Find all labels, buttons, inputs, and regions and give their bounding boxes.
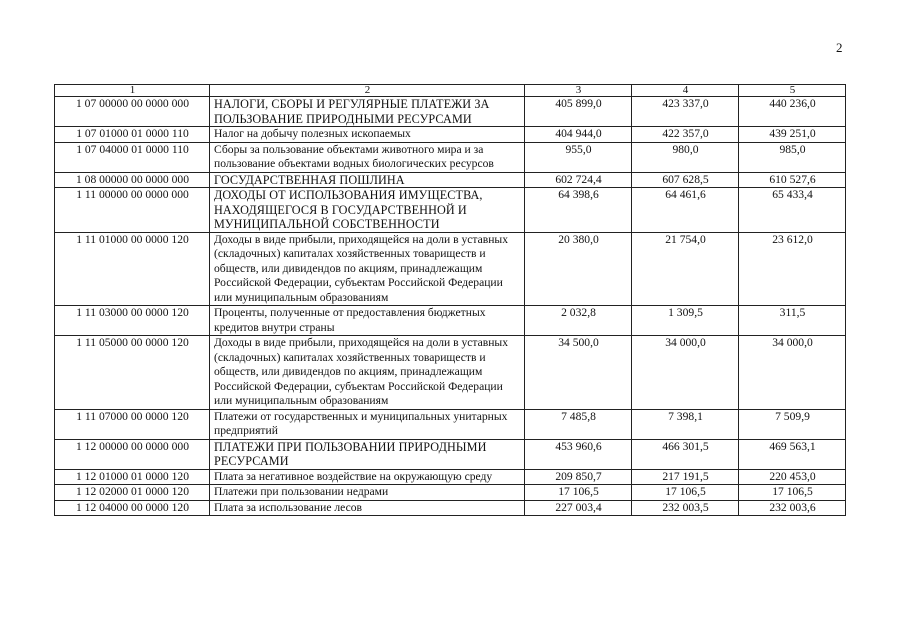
row-value-3-cell: 220 453,0 bbox=[739, 469, 846, 485]
header-cell-name: 2 bbox=[210, 85, 525, 97]
row-value-2-cell: 423 337,0 bbox=[632, 97, 739, 127]
row-name-cell: Доходы в виде прибыли, приходящейся на доли в уставных (складочных) капиталах хозяйственных товариществ и обществ, или дивидендов по акциям, принадлежащим Российской Федерации, субъектам Российской Федерации или муниципальным образованиям bbox=[210, 232, 525, 306]
page-number: 2 bbox=[836, 40, 843, 55]
row-name-cell: ДОХОДЫ ОТ ИСПОЛЬЗОВАНИЯ ИМУЩЕСТВА, НАХОДЯЩЕГОСЯ В ГОСУДАРСТВЕННОЙ И МУНИЦИПАЛЬНОЙ СОБСТВЕННОСТИ bbox=[210, 188, 525, 233]
row-value-3-cell: 440 236,0 bbox=[739, 97, 846, 127]
table-row bbox=[55, 306, 846, 336]
header-row bbox=[55, 85, 846, 97]
row-value-1-cell: 227 003,4 bbox=[525, 500, 632, 516]
row-name-cell: Плата за негативное воздействие на окружающую среду bbox=[210, 469, 525, 485]
header-cell-value-2: 4 bbox=[632, 85, 739, 97]
header-cell-value-3: 5 bbox=[739, 85, 846, 97]
row-value-3-cell: 985,0 bbox=[739, 142, 846, 172]
row-code-cell: 1 11 07000 00 0000 120 bbox=[55, 409, 210, 439]
row-value-2-cell: 17 106,5 bbox=[632, 485, 739, 501]
row-value-1-cell: 34 500,0 bbox=[525, 336, 632, 410]
row-value-1-cell: 405 899,0 bbox=[525, 97, 632, 127]
row-code-cell: 1 12 04000 00 0000 120 bbox=[55, 500, 210, 516]
budget-table bbox=[54, 84, 846, 516]
table-row bbox=[55, 142, 846, 172]
table-row bbox=[55, 232, 846, 306]
table-row bbox=[55, 500, 846, 516]
row-name-cell: Проценты, полученные от предоставления бюджетных кредитов внутри страны bbox=[210, 306, 525, 336]
row-name-cell: Сборы за пользование объектами животного мира и за пользование объектами водных биологических ресурсов bbox=[210, 142, 525, 172]
row-code-cell: 1 08 00000 00 0000 000 bbox=[55, 172, 210, 188]
row-value-3-cell: 232 003,6 bbox=[739, 500, 846, 516]
table-row bbox=[55, 469, 846, 485]
row-value-1-cell: 602 724,4 bbox=[525, 172, 632, 188]
row-name-cell: НАЛОГИ, СБОРЫ И РЕГУЛЯРНЫЕ ПЛАТЕЖИ ЗА ПОЛЬЗОВАНИЕ ПРИРОДНЫМИ РЕСУРСАМИ bbox=[210, 97, 525, 127]
table-row bbox=[55, 409, 846, 439]
row-value-2-cell: 34 000,0 bbox=[632, 336, 739, 410]
row-name-cell: ГОСУДАРСТВЕННАЯ ПОШЛИНА bbox=[210, 172, 525, 188]
row-value-2-cell: 466 301,5 bbox=[632, 439, 739, 469]
table-row bbox=[55, 336, 846, 410]
row-value-1-cell: 20 380,0 bbox=[525, 232, 632, 306]
row-code-cell: 1 11 03000 00 0000 120 bbox=[55, 306, 210, 336]
header-cell-value-1: 3 bbox=[525, 85, 632, 97]
row-code-cell: 1 07 01000 01 0000 110 bbox=[55, 127, 210, 143]
row-value-2-cell: 217 191,5 bbox=[632, 469, 739, 485]
row-code-cell: 1 12 00000 00 0000 000 bbox=[55, 439, 210, 469]
table-row bbox=[55, 172, 846, 188]
row-code-cell: 1 12 01000 01 0000 120 bbox=[55, 469, 210, 485]
row-value-3-cell: 34 000,0 bbox=[739, 336, 846, 410]
row-value-1-cell: 453 960,6 bbox=[525, 439, 632, 469]
row-value-2-cell: 980,0 bbox=[632, 142, 739, 172]
row-name-cell: ПЛАТЕЖИ ПРИ ПОЛЬЗОВАНИИ ПРИРОДНЫМИ РЕСУРСАМИ bbox=[210, 439, 525, 469]
row-name-cell: Платежи при пользовании недрами bbox=[210, 485, 525, 501]
table-row bbox=[55, 97, 846, 127]
row-code-cell: 1 11 00000 00 0000 000 bbox=[55, 188, 210, 233]
row-value-3-cell: 469 563,1 bbox=[739, 439, 846, 469]
row-value-3-cell: 17 106,5 bbox=[739, 485, 846, 501]
header-cell-code: 1 bbox=[55, 85, 210, 97]
row-value-2-cell: 21 754,0 bbox=[632, 232, 739, 306]
row-value-1-cell: 404 944,0 bbox=[525, 127, 632, 143]
row-code-cell: 1 07 00000 00 0000 000 bbox=[55, 97, 210, 127]
row-value-2-cell: 7 398,1 bbox=[632, 409, 739, 439]
row-value-3-cell: 23 612,0 bbox=[739, 232, 846, 306]
row-name-cell: Доходы в виде прибыли, приходящейся на доли в уставных (складочных) капиталах хозяйственных товариществ и обществ, или дивидендов по акциям, принадлежащим Российской Федерации, субъектам Российской Федерации или муниципальным образованиям bbox=[210, 336, 525, 410]
row-code-cell: 1 11 01000 00 0000 120 bbox=[55, 232, 210, 306]
row-value-2-cell: 64 461,6 bbox=[632, 188, 739, 233]
row-value-1-cell: 7 485,8 bbox=[525, 409, 632, 439]
table-row bbox=[55, 127, 846, 143]
row-value-2-cell: 232 003,5 bbox=[632, 500, 739, 516]
table-header bbox=[55, 85, 846, 97]
table-row bbox=[55, 485, 846, 501]
table-row bbox=[55, 439, 846, 469]
row-value-3-cell: 610 527,6 bbox=[739, 172, 846, 188]
row-value-1-cell: 955,0 bbox=[525, 142, 632, 172]
row-value-2-cell: 1 309,5 bbox=[632, 306, 739, 336]
row-name-cell: Налог на добычу полезных ископаемых bbox=[210, 127, 525, 143]
row-code-cell: 1 11 05000 00 0000 120 bbox=[55, 336, 210, 410]
table-row bbox=[55, 188, 846, 233]
row-name-cell: Платежи от государственных и муниципальных унитарных предприятий bbox=[210, 409, 525, 439]
row-code-cell: 1 07 04000 01 0000 110 bbox=[55, 142, 210, 172]
row-value-3-cell: 439 251,0 bbox=[739, 127, 846, 143]
row-value-3-cell: 311,5 bbox=[739, 306, 846, 336]
row-value-2-cell: 607 628,5 bbox=[632, 172, 739, 188]
row-value-1-cell: 17 106,5 bbox=[525, 485, 632, 501]
row-value-3-cell: 7 509,9 bbox=[739, 409, 846, 439]
row-code-cell: 1 12 02000 01 0000 120 bbox=[55, 485, 210, 501]
row-name-cell: Плата за использование лесов bbox=[210, 500, 525, 516]
row-value-3-cell: 65 433,4 bbox=[739, 188, 846, 233]
row-value-1-cell: 2 032,8 bbox=[525, 306, 632, 336]
row-value-2-cell: 422 357,0 bbox=[632, 127, 739, 143]
row-value-1-cell: 64 398,6 bbox=[525, 188, 632, 233]
table-body bbox=[55, 97, 846, 516]
row-value-1-cell: 209 850,7 bbox=[525, 469, 632, 485]
